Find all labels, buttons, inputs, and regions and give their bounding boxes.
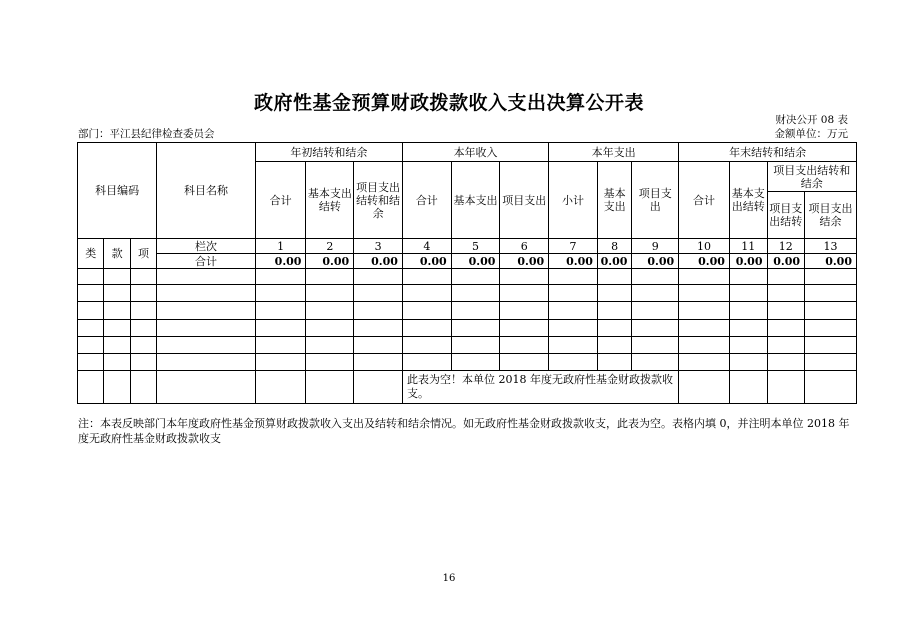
total-value: 0.00	[767, 254, 805, 269]
income-project-header: 项目支出	[500, 162, 549, 239]
total-value: 0.00	[354, 254, 403, 269]
column-number: 8	[597, 239, 632, 254]
column-number: 3	[354, 239, 403, 254]
table-row	[78, 337, 857, 354]
column-number: 12	[767, 239, 805, 254]
closing-project-surplus-header: 项目支出结余	[805, 192, 857, 239]
subject-code-header: 科目编码	[78, 143, 157, 239]
column-number: 6	[500, 239, 549, 254]
code-section-header: 款	[104, 239, 130, 269]
row-label-total: 合计	[157, 254, 256, 269]
column-number: 4	[402, 239, 451, 254]
total-value: 0.00	[255, 254, 306, 269]
opening-basic-header: 基本支出结转	[306, 162, 354, 239]
total-value: 0.00	[549, 254, 598, 269]
total-value: 0.00	[306, 254, 354, 269]
total-value: 0.00	[729, 254, 767, 269]
table-row	[78, 269, 857, 285]
closing-basic-header: 基本支出结转	[729, 162, 767, 239]
total-value: 0.00	[500, 254, 549, 269]
closing-balance-header: 年末结转和结余	[679, 143, 857, 162]
page-title: 政府性基金预算财政拨款收入支出决算公开表	[253, 92, 644, 114]
expense-project-header: 项目支出	[632, 162, 679, 239]
column-number: 9	[632, 239, 679, 254]
current-expense-header: 本年支出	[549, 143, 679, 162]
total-value: 0.00	[679, 254, 730, 269]
opening-total-header: 合计	[255, 162, 306, 239]
expense-basic-header: 基本支出	[597, 162, 632, 239]
total-value: 0.00	[632, 254, 679, 269]
column-number: 1	[255, 239, 306, 254]
column-number: 13	[805, 239, 857, 254]
total-value: 0.00	[597, 254, 632, 269]
table-row	[78, 371, 857, 404]
total-value: 0.00	[402, 254, 451, 269]
code-item-header: 项	[130, 239, 156, 269]
fund-table	[77, 142, 857, 404]
column-number: 2	[306, 239, 354, 254]
opening-project-header: 项目支出结转和结余	[354, 162, 403, 239]
column-number: 5	[451, 239, 500, 254]
current-income-header: 本年收入	[402, 143, 548, 162]
column-number: 7	[549, 239, 598, 254]
row-label-column-no: 栏次	[157, 239, 256, 254]
empty-table-note: 此表为空！本单位 2018 年度无政府性基金财政拨款收支。	[402, 371, 678, 404]
table-footnote: 注：本表反映部门本年度政府性基金预算财政拨款收入支出及结转和结余情况。如无政府性基金财政拨款收支，此表为空。表格内填 0，并注明本单位 2018 年度无政府性基金财政拨款收支	[78, 417, 850, 445]
column-number: 10	[679, 239, 730, 254]
table-number: 财决公开 08 表	[775, 114, 848, 126]
code-class-header: 类	[78, 239, 104, 269]
table-row	[78, 320, 857, 337]
table-row	[78, 354, 857, 371]
closing-total-header: 合计	[679, 162, 730, 239]
closing-project-carryover-header: 项目支出结转	[767, 192, 805, 239]
table-row	[78, 302, 857, 320]
department-label: 部门：平江县纪律检查委员会	[78, 128, 215, 140]
table-row	[78, 285, 857, 302]
income-basic-header: 基本支出	[451, 162, 500, 239]
total-value: 0.00	[451, 254, 500, 269]
page-number: 16	[442, 573, 456, 584]
subject-name-header: 科目名称	[157, 143, 256, 239]
income-total-header: 合计	[402, 162, 451, 239]
opening-balance-header: 年初结转和结余	[255, 143, 402, 162]
expense-subtotal-header: 小计	[549, 162, 598, 239]
closing-project-group-header: 项目支出结转和结余	[767, 162, 857, 192]
column-number: 11	[729, 239, 767, 254]
amount-unit: 金额单位：万元	[774, 128, 848, 140]
total-value: 0.00	[805, 254, 857, 269]
